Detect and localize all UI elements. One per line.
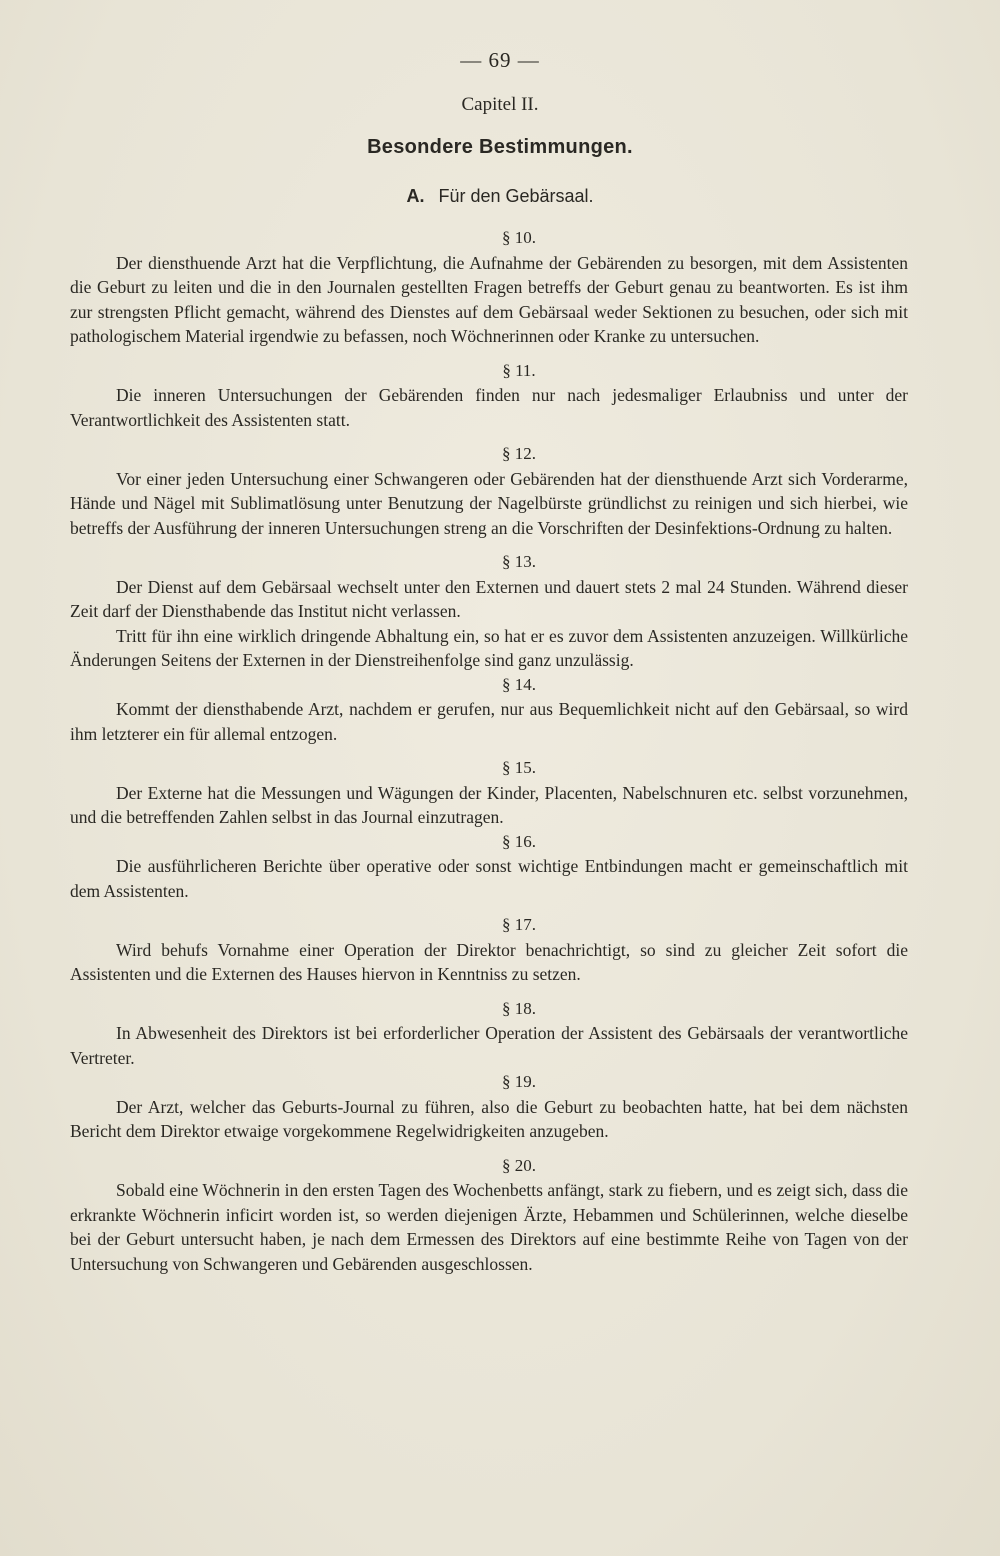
paragraph-section-13 xyxy=(70,550,908,673)
section-mark: § 13. xyxy=(502,552,536,571)
section-mark: § 16. xyxy=(502,831,536,851)
section-heading: Besondere Bestimmungen. xyxy=(367,136,633,158)
section-mark: § 15. xyxy=(502,758,536,777)
chapter-title: Capitel II. xyxy=(461,94,539,115)
paragraph-section-18 xyxy=(70,997,908,1071)
paragraph-section-20 xyxy=(70,1154,908,1277)
section-mark: § 11. xyxy=(502,360,536,380)
paragraph-section-15 xyxy=(70,756,908,830)
section-text: Der Arzt, welcher das Geburts-Journal zu führen, also die Geburt zu beobachten hatte, hat bei dem nächsten Bericht dem Direktor etwaige vorgekommene Regelwidrigkeiten anzugeben. xyxy=(70,1096,908,1141)
section-text: Wird behufs Vornahme einer Operation der Direktor benachrichtigt, so sind zu gleicher Zeit sofort die Assistenten und die Externen des Hauses hiervon in Kenntniss zu setzen. xyxy=(70,939,908,984)
section-text: In Abwesenheit des Direktors ist bei erforderlicher Operation der Assistent des Gebärsaals der verantwortliche Vertreter. xyxy=(70,1023,908,1068)
paragraph-section-11 xyxy=(70,359,908,433)
subsection-letter: A. xyxy=(406,186,425,206)
paragraph-section-19 xyxy=(70,1070,908,1144)
section-mark: § 19. xyxy=(502,1072,536,1091)
section-text: Kommt der diensthabende Arzt, nachdem er gerufen, nur aus Bequemlichkeit nicht auf den Gebärsaal, so wird ihm letzterer ein für allemal entzogen. xyxy=(70,699,908,744)
section-mark: § 12. xyxy=(502,444,536,463)
paragraph-section-12 xyxy=(70,442,908,540)
paragraph-section-10 xyxy=(70,226,908,349)
section-mark: § 20. xyxy=(502,1155,536,1175)
subsection-title: Für den Gebärsaal. xyxy=(438,186,594,206)
paragraph-section-16 xyxy=(70,830,908,904)
section-mark: § 14. xyxy=(502,674,536,694)
section-text: Der diensthuende Arzt hat die Verpflichtung, die Aufnahme der Gebärenden zu besorgen, mit dem Assistenten die Geburt zu leiten und die in den Journalen gestellten Fragen betreffs der Geburt genau zu beantworten. Es ist ihm zur strengsten Pflicht gemacht, während des Dienstes auf dem Gebärsaal weder Sektionen zu besuchen, oder sich mit pathologischem Material irgendwie zu befassen, noch Wöchnerinnen oder Kranke zu untersuchen. xyxy=(70,252,908,346)
section-text: Der Dienst auf dem Gebärsaal wechselt unter den Externen und dauert stets 2 mal 24 Stunden. Während dieser Zeit darf der Diensthabende das Institut nicht verlassen. xyxy=(70,576,908,621)
body-text xyxy=(70,226,908,1276)
section-text-continued: Tritt für ihn eine wirklich dringende Abhaltung ein, so hat er es zuvor dem Assistenten anzuzeigen. Willkürliche Änderungen Seitens der Externen in der Dienstreihenfolge sind ganz unzulässig. xyxy=(70,625,908,670)
section-text: Sobald eine Wöchnerin in den ersten Tagen des Wochenbetts anfängt, stark zu fiebern, und es zeigt sich, dass die erkrankte Wöchnerin inficirt worden ist, so werden diejenigen Ärzte, Hebammen und Schülerinnen, welche dieselbe bei der Geburt untersucht haben, je nach dem Ermessen des Direktors auf eine bestimmte Reihe von Tagen von der Untersuchung von Schwangeren und Gebärenden ausgeschlossen. xyxy=(70,1180,908,1274)
section-text: Der Externe hat die Messungen und Wägungen der Kinder, Placenten, Nabelschnuren etc. selbst vorzunehmen, und die betreffenden Zahlen selbst in das Journal einzutragen. xyxy=(70,782,908,827)
section-text: Die ausführlicheren Berichte über operative oder sonst wichtige Entbindungen macht er gemeinschaftlich mit dem Assistenten. xyxy=(70,856,908,901)
section-mark: § 18. xyxy=(502,998,536,1018)
page-number: — 69 — xyxy=(460,48,540,72)
section-mark: § 17. xyxy=(502,915,536,934)
section-text: Die inneren Untersuchungen der Gebärenden finden nur nach jedesmaliger Erlaubniss und unter der Verantwortlichkeit des Assistenten statt. xyxy=(70,385,908,430)
section-text: Vor einer jeden Untersuchung einer Schwangeren oder Gebärenden hat der diensthuende Arzt sich Vorderarme, Hände und Nägel mit Sublimatlösung unter Benutzung der Nagelbürste gründlichst zu reinigen und sich hierbei, wie betreffs der Ausführung der inneren Untersuchungen streng an die Vorschriften der Desinfektions-Ordnung zu halten. xyxy=(70,468,908,538)
paragraph-section-17 xyxy=(70,913,908,987)
subsection-heading xyxy=(0,186,1000,207)
paragraph-section-14 xyxy=(70,673,908,747)
section-mark: § 10. xyxy=(502,228,536,247)
